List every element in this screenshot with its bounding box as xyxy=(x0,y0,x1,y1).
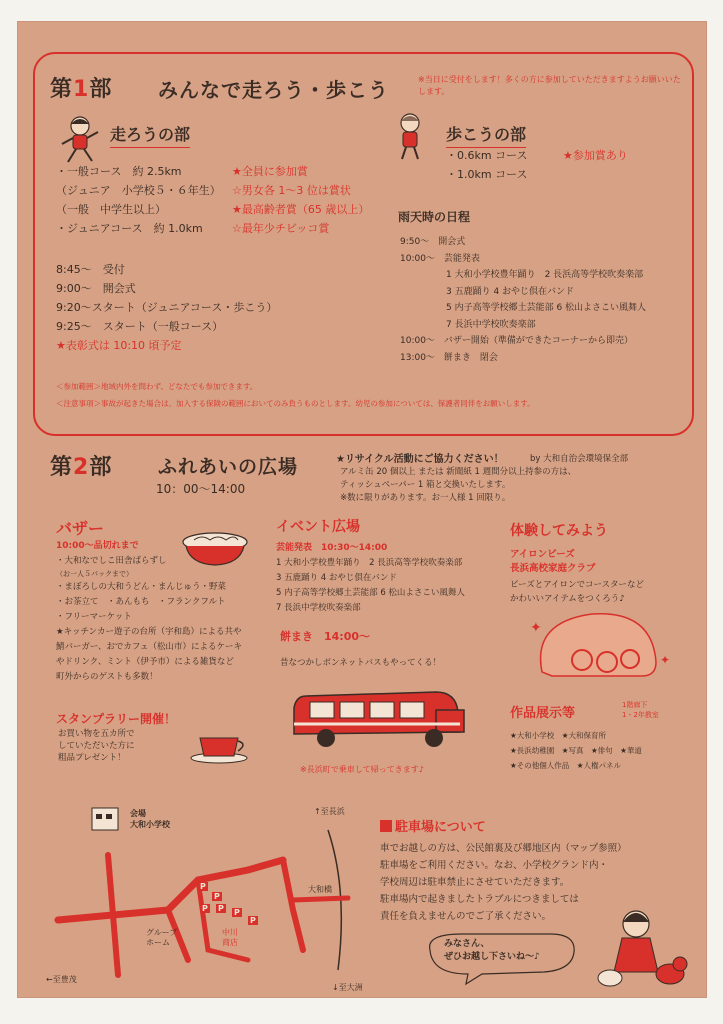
part2-subtitle: ふれあいの広場 xyxy=(158,456,299,478)
exhibit-place-line: 1・2年教室 xyxy=(622,711,659,719)
exhibit-place xyxy=(622,700,659,720)
bazaar-time: 10:00～品切れまで xyxy=(56,541,139,551)
access-map xyxy=(48,800,368,990)
map-north: ↑至長浜 xyxy=(314,807,345,816)
run-items xyxy=(56,162,256,238)
stamp-line: お買い物を五カ所で xyxy=(58,729,135,739)
parking-title-text: 駐車場について xyxy=(395,820,486,835)
recycle-line: ※数に限りがあります。お一人様 1 回限り。 xyxy=(340,493,511,503)
run-title: 走ろうの部 xyxy=(110,122,190,148)
event-time: 芸能発表 10:30～14:00 xyxy=(276,543,388,553)
recycle-by: by 大和自治会環境保全部 xyxy=(530,454,629,464)
stamp-line: 粗品プレゼント！ xyxy=(58,753,126,763)
bazaar-item: 鯖バーガー、おでカフェ（松山市）によるケーキ xyxy=(56,642,242,652)
exp-line: かわいいアイテムをつくろう♪ xyxy=(510,594,625,604)
parking-mark: P xyxy=(218,904,224,913)
part1-title-pre: 第 xyxy=(50,77,74,102)
part2-title-post: 部 xyxy=(89,455,113,480)
run-awards xyxy=(232,162,402,238)
exhibit-items xyxy=(510,728,700,773)
parking-line: 責任を負えませんのでご了承ください。 xyxy=(380,911,552,922)
event-item: 1 大和小学校豊年踊り 2 長浜高等学校吹奏楽部 xyxy=(276,558,463,568)
svg-text:✦: ✦ xyxy=(660,653,671,667)
map-yamato-bridge: 大和橋 xyxy=(308,885,332,894)
map-group-home-line: グループ xyxy=(146,928,178,937)
bazaar-item: （お一人５パックまで） xyxy=(56,570,133,578)
run-award: ★最高齢者賞（65 歳以上） xyxy=(232,203,370,216)
walk-item: ・1.0km コース xyxy=(446,168,528,181)
exp-title: 体験してみよう xyxy=(510,523,608,539)
map-south: ↓至大洲 xyxy=(332,983,363,992)
run-award: ☆最年少チビッコ賞 xyxy=(232,222,330,235)
map-school-label: 大和小学校 xyxy=(130,820,170,829)
rain-item: 7 長浜中学校吹奏楽部 xyxy=(446,319,536,330)
note-line: ＜参加範囲＞地域内外を問わず、どなたでも参加できます。 xyxy=(56,382,258,391)
bazaar-item: ・まぼろしの大和うどん・まんじゅう・野菜 xyxy=(56,582,227,592)
stamp-title: スタンプラリー開催！ xyxy=(56,712,177,726)
walker-icon xyxy=(390,112,430,162)
ceremony-time: ★表彰式は 10:10 頃予定 xyxy=(56,339,182,352)
part2-title-pre: 第 xyxy=(50,455,74,480)
event-items xyxy=(276,556,516,616)
map-school-label: 会場 xyxy=(130,809,146,818)
stamp-line: していただいた方に xyxy=(58,741,135,751)
rain-item: 5 内子高等学校郷土芸能部 6 松山よさこい風舞人 xyxy=(446,303,647,313)
part1-note-right: ※当日に受付をします！多くの方に参加していただきますようお願いいたします。 xyxy=(418,75,681,96)
recycle-lines xyxy=(340,466,680,505)
rain-item: 1 大和小学校豊年踊り 2 長浜高等学校吹奏楽部 xyxy=(446,270,644,280)
bazaar-items xyxy=(56,554,286,685)
bazaar-item: ・大和なでしこ田舎ばらずし xyxy=(56,556,167,566)
parking-line: 学校周辺は駐車禁止にさせていただきます。 xyxy=(380,877,570,888)
run-item: （ジュニア 小学校５・６年生） xyxy=(56,184,221,197)
parking-line: 駐車場内で起きましたトラブルにつきましては xyxy=(380,894,579,905)
run-award: ★全員に参加賞 xyxy=(232,165,308,178)
bazaar-title: バザー xyxy=(56,519,105,538)
run-award: ☆男女各 1～3 位は賞状 xyxy=(232,184,351,197)
walk-items xyxy=(446,146,576,184)
event-title: イベント広場 xyxy=(276,519,360,535)
parking-mark: P xyxy=(200,882,206,891)
schedule xyxy=(56,260,356,355)
map-west: ←至豊茂 xyxy=(46,975,77,984)
bazaar-item: ★キッチンカー遊子の台所（宇和島）による共や xyxy=(56,627,242,637)
event-item: 7 長浜中学校吹奏楽部 xyxy=(276,603,361,613)
bead-craft-icon xyxy=(522,602,672,682)
rain-item: 3 五鹿踊り 4 おやじ倶在バンド xyxy=(446,286,575,297)
rain-item: 13:00～ 餅まき 閉会 xyxy=(400,352,498,363)
bubble-line: みなさん、 xyxy=(444,939,490,949)
rain-schedule xyxy=(400,234,690,366)
schedule-item: 8:45～ 受付 xyxy=(56,263,125,276)
walk-award: ★参加賞あり xyxy=(563,149,628,162)
recycle-line: アルミ缶 20 個以上 または 新聞紙 1 週間分以上持参の方は、 xyxy=(340,467,577,477)
bus-note: 昔なつかしボンネットバスもやってくる！ xyxy=(280,658,442,668)
rain-title: 雨天時の日程 xyxy=(398,210,471,224)
map-nakagawa xyxy=(222,928,238,948)
exp-sub1: アイロンビーズ xyxy=(510,549,575,560)
exhibit-item: ★その他個人作品 ★人権パネル xyxy=(510,761,621,770)
parking-title xyxy=(380,816,486,835)
run-item: （一般 中学生以上） xyxy=(56,203,166,216)
map-school xyxy=(130,808,170,830)
part1-subtitle: みんなで走ろう・歩こう xyxy=(158,78,389,102)
run-item: ・一般コース 約 2.5km xyxy=(56,165,182,178)
bazaar-item: ・フリーマーケット xyxy=(56,612,132,622)
rain-item: 10:00～ 芸能発表 xyxy=(400,253,480,264)
bazaar-item: 町外からのゲストも多数！ xyxy=(56,672,158,682)
note-line: ＜注意事項＞事故が起きた場合は、加入する保険の範囲においてのみ負うものとします。幼児の参加については、保護者同伴をお願いします。 xyxy=(56,399,535,408)
svg-text:✦: ✦ xyxy=(530,620,542,636)
exhibit-item: ★大和小学校 ★大和保育所 xyxy=(510,731,606,740)
bazaar-item: やドリンク、ミント（伊予市）による雑貨など xyxy=(56,657,234,667)
part2-number: 2 xyxy=(73,455,90,480)
map-nakagawa-line: 商店 xyxy=(222,938,238,947)
rain-item: 10:00～ バザー開始（準備ができたコーナーから即売） xyxy=(400,336,633,346)
teacup-icon xyxy=(188,730,250,764)
girl-with-dogs-icon xyxy=(596,902,696,992)
exhibit-place-line: 1階廊下 xyxy=(622,701,648,709)
parking-line: 車でお越しの方は、公民館裏及び郷地区内（マップ参照） xyxy=(380,843,627,854)
map-nakagawa-line: 中川 xyxy=(222,928,238,937)
schedule-item: 9:25～ スタート（一般コース） xyxy=(56,320,224,333)
parking-mark: P xyxy=(250,916,256,925)
walk-item: ・0.6km コース xyxy=(446,149,528,162)
bubble-text xyxy=(444,938,540,964)
part1-heading xyxy=(50,72,112,103)
flyer-sheet xyxy=(18,22,706,997)
recycle-title: ★リサイクル活動にご協力ください！ xyxy=(336,454,504,465)
part1-notes xyxy=(56,378,676,412)
exp-sub2: 長浜高校家庭クラブ xyxy=(510,563,596,574)
part2-heading xyxy=(50,450,112,481)
parking-mark: P xyxy=(202,904,208,913)
event-item: 5 内子高等学校郷土芸能部 6 松山よさこい風舞人 xyxy=(276,588,465,598)
part1-title-post: 部 xyxy=(89,77,113,102)
parking-mark: P xyxy=(234,908,240,917)
square-icon xyxy=(380,820,392,832)
map-group-home-line: ホーム xyxy=(146,938,170,947)
exhibit-item: ★長浜幼稚園 ★写真 ★俳句 ★華道 xyxy=(510,746,642,755)
part1-number: 1 xyxy=(73,77,90,102)
exp-line: ビーズとアイロンでコースターなど xyxy=(510,580,645,590)
exhibit-title: 作品展示等 xyxy=(510,706,576,721)
stamp-lines xyxy=(58,728,178,764)
schedule-item: 9:00～ 開会式 xyxy=(56,282,136,295)
parking-line: 駐車場をご利用ください。なお、小学校グランド内・ xyxy=(380,860,609,871)
event-item: 3 五鹿踊り 4 おやじ倶在バンド xyxy=(276,573,397,583)
map-group-home xyxy=(146,928,177,948)
schedule-item: 9:20～スタート（ジュニアコース・歩こう） xyxy=(56,301,278,314)
run-item: ・ジュニアコース 約 1.0km xyxy=(56,222,203,235)
bazaar-item: ・お茶立て ・あんもち ・フランクフルト xyxy=(56,597,226,607)
rain-item: 9:50～ 開会式 xyxy=(400,237,466,247)
bus-caption: ※長浜町で乗車して帰ってきます♪ xyxy=(300,765,424,774)
bubble-line: ぜひお越し下さいね～♪ xyxy=(444,952,540,962)
recycle-line: ティッシュペーパー 1 箱と交換いたします。 xyxy=(340,480,511,490)
walk-title: 歩こうの部 xyxy=(446,122,526,148)
mochi-time: 餅まき 14:00～ xyxy=(280,630,371,643)
bonnet-bus-icon xyxy=(286,676,476,756)
runner-icon xyxy=(56,114,102,166)
part2-time: 10：00～14:00 xyxy=(156,482,246,496)
parking-mark: P xyxy=(214,892,220,901)
